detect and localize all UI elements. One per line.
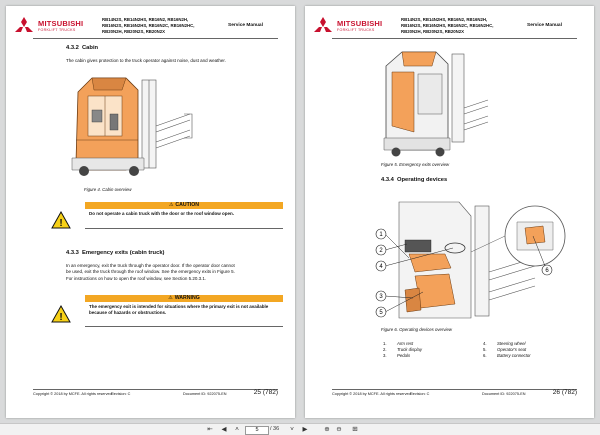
paragraph-line: For instructions on how to open the roof window, see Section 5.20.3.1. [66,275,207,281]
emergency-exits-description [66,263,235,282]
svg-text:!: ! [59,312,63,323]
warning-line: because of hazards or obstructions. [89,310,167,316]
fit-page-icon[interactable]: ⊞ [352,426,358,433]
copyright-text: Copyright © 2018 by MCFE. All rights reserved. [33,392,113,396]
next-page-icon[interactable]: ▶ [302,426,308,433]
page-number-input[interactable]: 5 [245,426,269,435]
page-number: 25 (782) [253,389,278,396]
footer-divider [332,389,577,390]
legend-number: 4. [483,341,487,346]
brand-logo [313,16,383,44]
legend-item [483,353,531,359]
brand-subtitle: FORKLIFT TRUCKS [337,28,375,32]
model-line: RB14N2S, RB14N2HS, RB16N2, RB16N2H, [401,17,488,22]
legend-label: Battery connector [497,353,531,358]
model-line: RB16N2S, RB16N2HS, RB16N2C, RB16N2HC, [401,23,494,29]
emergency-exits-illustration [380,46,490,158]
callout-6 [542,265,552,275]
caution-header: ⚠ CAUTION [85,202,283,209]
legend-label: Arm rest [397,341,414,346]
document-page-left [6,6,295,418]
section-number: 4.3.3 [66,250,79,256]
page-footer [33,389,278,401]
warning-header: ⚠ WARNING [85,295,283,302]
section-title: Emergency exits (cabin truck) [82,250,165,256]
warning-divider [85,326,283,327]
callout-label: 1 [379,232,383,239]
model-list [401,17,501,35]
footer-divider [33,389,278,390]
cabin-illustration [64,70,194,180]
page-number: 26 (782) [552,389,577,396]
model-list [102,17,202,35]
callout-4 [376,261,386,271]
legend-number: 1. [383,341,387,346]
section-heading-operating-devices [381,177,447,183]
callout-1 [376,229,386,239]
mitsubishi-diamonds-icon [14,16,34,34]
legend-label: Truck display [397,347,422,352]
legend-label: Steering wheel [497,341,526,346]
model-line: RB20N2H, RB20N2S, RB20N2X [102,29,166,35]
brand-logo [14,16,84,44]
caution-warning-icon [51,211,71,229]
cabin-description: The cabin gives protection to the truck operator against noise, dust and weather. [66,58,226,63]
section-number: 4.3.4 [381,177,394,183]
page-up-icon[interactable]: ˄ [235,426,239,433]
legend-number: 3. [383,353,387,358]
section-title: Cabin [82,45,99,51]
copyright-text: Copyright © 2018 by MCFE. All rights reserved. [332,392,412,396]
model-line: RB20N2H, RB20N2S, RB20N2X [401,29,465,35]
figure-4-caption: Figure 4. Cabin overview [84,187,132,192]
legend-label: Pedals [397,353,411,358]
callout-label: 3 [379,294,383,301]
callout-label: 6 [545,268,549,275]
callout-5 [376,307,386,317]
legend-number: 2. [383,347,387,352]
page-footer [332,389,577,401]
callout-2 [376,245,386,255]
callout-label: 4 [379,264,383,271]
first-page-icon[interactable]: ⇤ [207,426,213,433]
caution-text: Do not operate a cabin truck with the door or the roof window open. [89,211,235,216]
caution-label: CAUTION [175,202,200,208]
callout-label: 5 [379,310,383,317]
service-manual-label: Service Manual [228,23,263,28]
callout-label: 2 [379,248,383,255]
model-line: RB14N2S, RB14N2HS, RB16N2, RB16N2H, [102,17,189,22]
warning-text [85,302,283,319]
legend-item [383,353,410,359]
legend-number: 6. [483,353,487,358]
callout-3 [376,291,386,301]
warning-icon [51,305,71,323]
legend-label: Operator's seat [497,347,527,352]
figure-6-caption: Figure 6. Operating devices overview [381,327,452,332]
paragraph-line: be used, exit the truck through the roof window. See the emergency exits in Figure 5. [66,269,235,275]
header-divider [332,38,577,39]
brand-name: MITSUBISHI [38,19,84,28]
zoom-in-icon[interactable]: ⊕ [324,426,330,433]
viewer-toolbar [0,423,600,435]
model-line: RB16N2S, RB16N2HS, RB16N2C, RB16N2HC, [102,23,195,29]
operating-devices-legend [383,341,573,363]
brand-name: MITSUBISHI [337,19,383,28]
page-down-icon[interactable]: ˅ [290,426,294,433]
header-divider [33,38,278,39]
revision-text: Revision: C [111,392,131,396]
operating-devices-illustration [375,192,575,324]
previous-page-icon[interactable]: ◀ [221,426,227,433]
caution-divider [85,228,283,229]
page-total: / 36 [270,426,280,432]
section-heading-emergency-exits [66,250,164,256]
section-title: Operating devices [397,177,448,183]
svg-text:!: ! [59,218,63,229]
warning-line: The emergency exit is intended for situations where the primary exit is not available [89,304,269,309]
mitsubishi-diamonds-icon [313,16,333,34]
document-id-text: Document ID: 922075-EN [183,392,227,396]
section-number: 4.3.2 [66,45,79,51]
service-manual-label: Service Manual [527,23,562,28]
document-page-right [305,6,594,418]
warning-label: WARNING [174,295,200,301]
figure-5-caption: Figure 5. Emergency exits overview [381,162,450,167]
brand-subtitle: FORKLIFT TRUCKS [38,28,76,32]
legend-number: 5. [483,347,487,352]
document-id-text: Document ID: 922075-EN [482,392,526,396]
paragraph-line: In an emergency, exit the truck through the operator door. If the operator door cannot [66,263,235,268]
revision-text: Revision: C [410,392,430,396]
section-heading-cabin [66,45,98,51]
zoom-out-icon[interactable]: ⊖ [336,426,342,433]
